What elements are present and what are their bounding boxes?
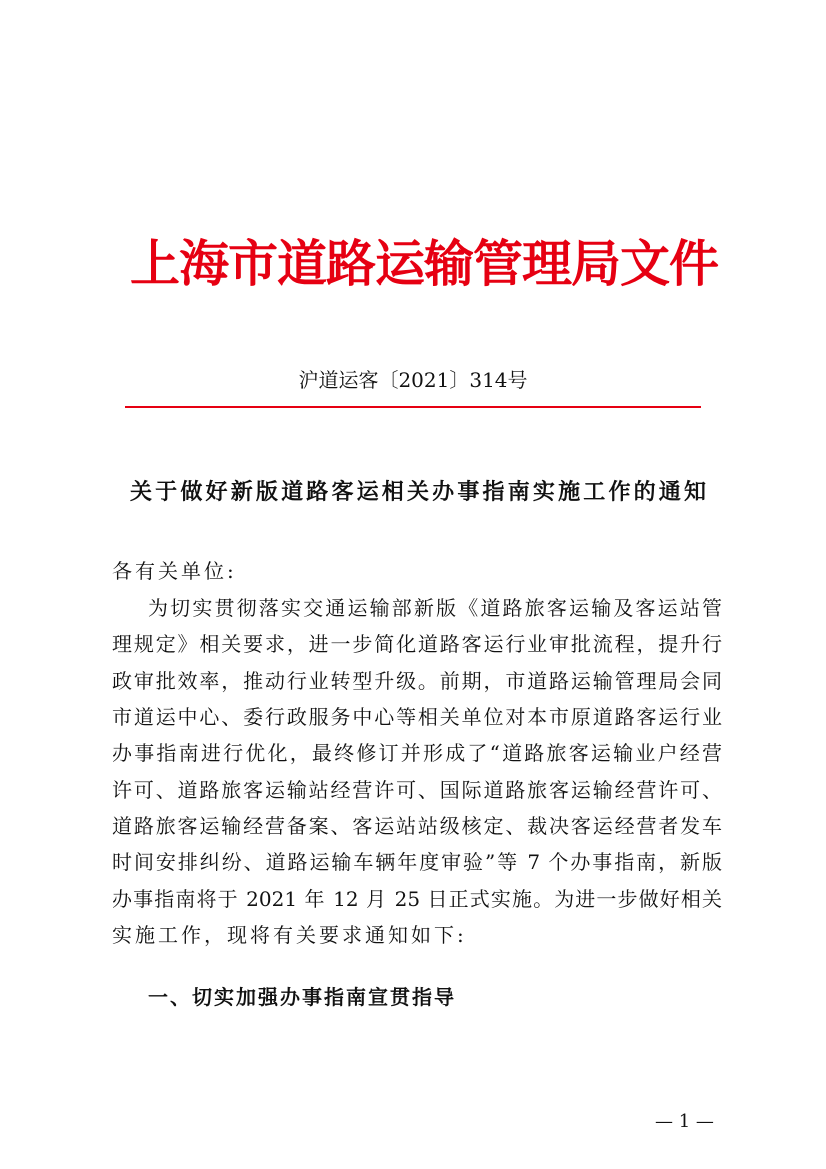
body-line: 为切实贯彻落实交通运输部新版《道路旅客运输及客运站管: [148, 596, 722, 620]
body-line: 道路旅客运输经营备案、客运站站级核定、裁决客运经营者发车: [112, 814, 722, 838]
notice-title: 关于做好新版道路客运相关办事指南实施工作的通知: [130, 480, 706, 505]
salutation: 各有关单位:: [112, 559, 237, 583]
body-line: 办事指南将于 2021 年 12 月 25 日正式实施。为进一步做好相关: [112, 887, 722, 911]
issuer-title: 上海市道路运输管理局文件: [130, 234, 718, 293]
body-line: 时间安排纠纷、道路运输车辆年度审验”等 7 个办事指南，新版: [112, 850, 722, 874]
body-line: 实施工作，现将有关要求通知如下:: [112, 923, 467, 947]
red-divider: [125, 406, 701, 408]
document-number: 沪道运客〔2021〕314号: [298, 368, 528, 392]
body-line: 市道运中心、委行政服务中心等相关单位对本市原道路客运行业: [112, 705, 722, 729]
page-number: — 1 —: [655, 1111, 714, 1132]
body-line: 理规定》相关要求，进一步简化道路客运行业审批流程，提升行: [112, 632, 722, 656]
section-heading: 一、切实加强办事指南宣贯指导: [148, 985, 456, 1009]
body-line: 政审批效率，推动行业转型升级。前期，市道路运输管理局会同: [112, 669, 722, 693]
body-line: 许可、道路旅客运输站经营许可、国际道路旅客运输经营许可、: [112, 778, 722, 802]
body-line: 办事指南进行优化，最终修订并形成了“道路旅客运输业户经营: [112, 741, 722, 765]
